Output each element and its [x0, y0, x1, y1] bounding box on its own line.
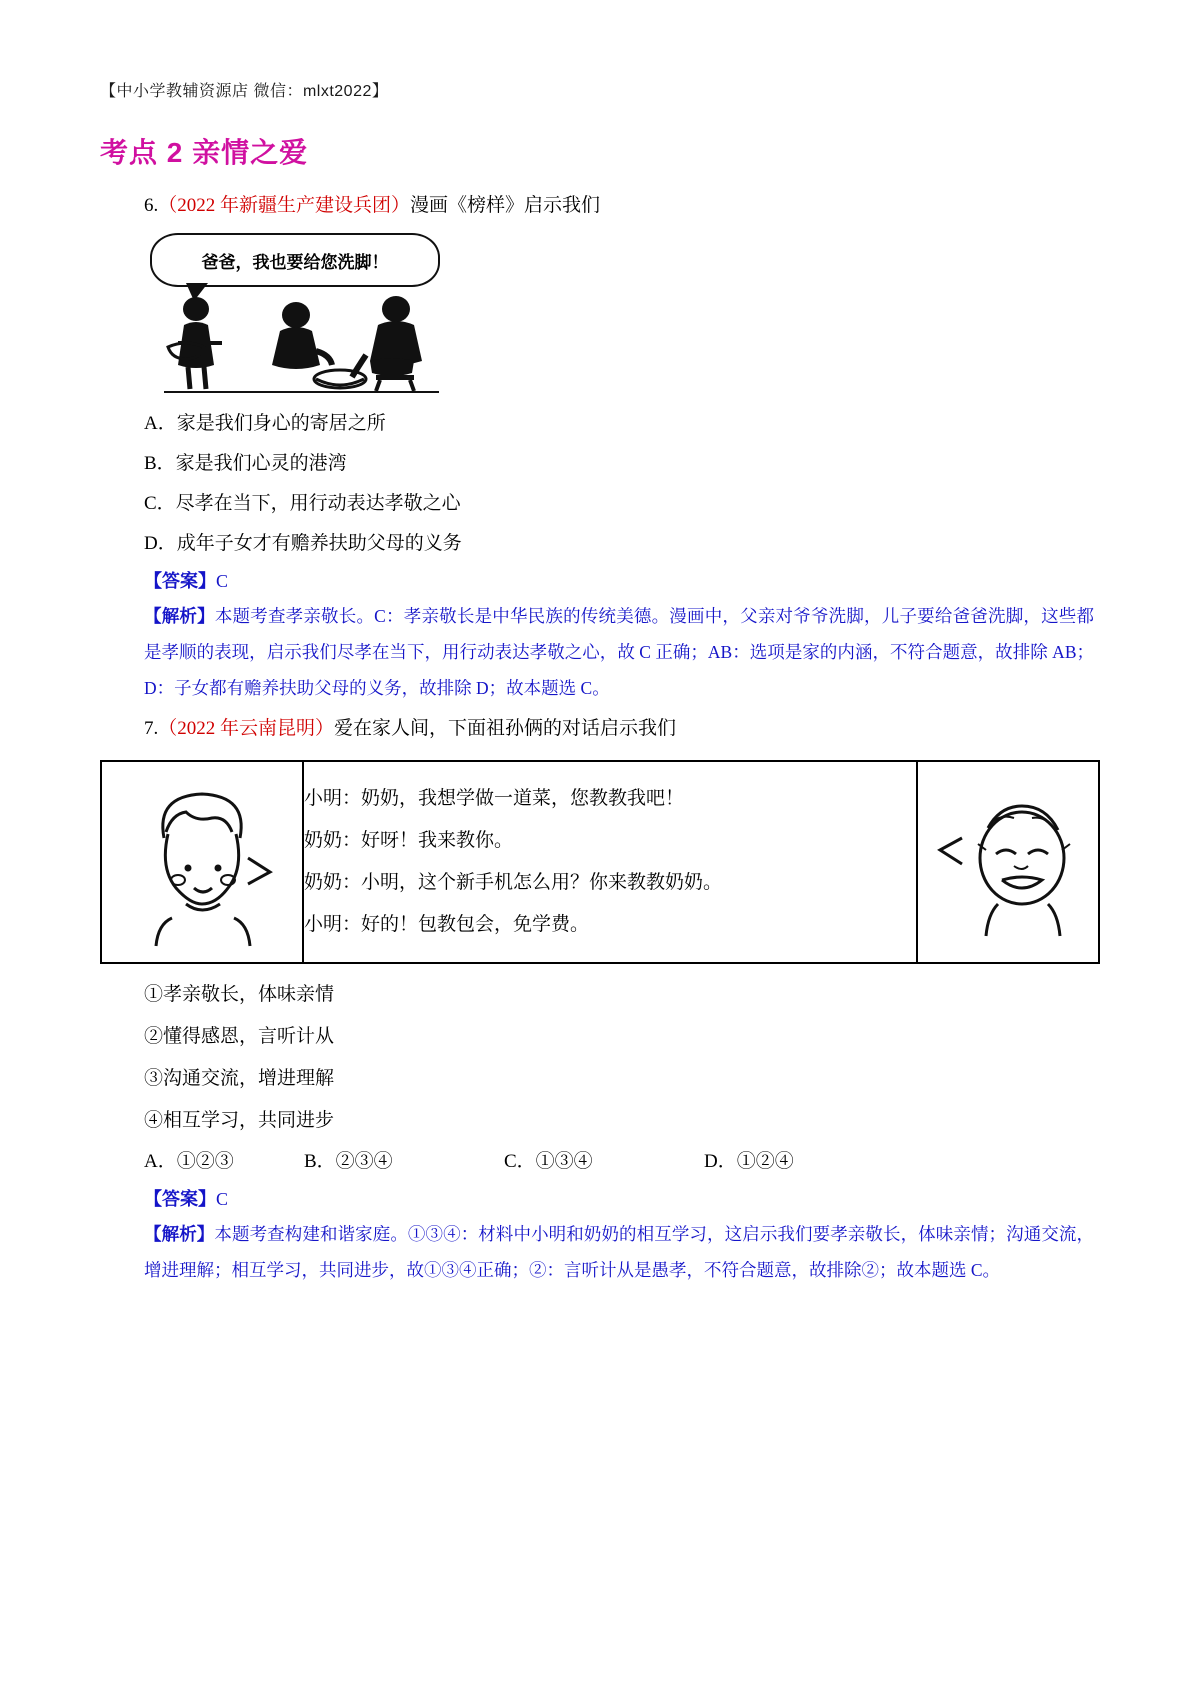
question-7-answer-label: 【答案】 — [144, 1189, 216, 1209]
granny-illustration-cell — [917, 761, 1099, 963]
comic-ground-line — [164, 391, 439, 393]
question-7-choices — [144, 1142, 1100, 1182]
question-6-answer-label: 【答案】 — [144, 571, 216, 591]
question-7-choice-d: D．①②④ — [704, 1151, 794, 1172]
question-6-option-a: A．家是我们身心的寄居之所 — [144, 413, 386, 434]
question-6-comic — [144, 233, 464, 398]
question-6-source: （2022 年新疆生产建设兵团） — [158, 195, 411, 216]
question-6-option-d: D．成年子女才有赡养扶助父母的义务 — [144, 533, 462, 554]
question-7-source: （2022 年云南昆明） — [158, 718, 335, 739]
question-6-answer — [144, 564, 1100, 598]
dialogue-line-3: 奶奶：小明，这个新手机怎么用？你来教教奶奶。 — [304, 872, 723, 893]
question-6-analysis — [144, 598, 1094, 706]
dialogue-line-2: 奶奶：好呀！我来教你。 — [304, 830, 514, 851]
question-7-stem: 爱在家人间，下面祖孙俩的对话启示我们 — [334, 718, 677, 739]
question-7-answer-value: C — [216, 1189, 229, 1209]
question-7-statement-4: ④相互学习，共同进步 — [144, 1110, 335, 1131]
question-7-analysis-label: 【解析】 — [144, 1224, 215, 1244]
question-6-option-c: C．尽孝在当下，用行动表达孝敬之心 — [144, 493, 461, 514]
question-6-answer-value: C — [216, 571, 229, 591]
question-7-choice-a: A．①②③ — [144, 1151, 234, 1172]
question-7-choice-b: B．②③④ — [304, 1151, 393, 1172]
page-title: 考点 2 亲情之爱 — [100, 137, 309, 168]
dialogue-line-4: 小明：好的！包教包会，免学费。 — [304, 914, 590, 935]
boy-face-icon — [122, 772, 282, 952]
question-7-statement-1: ①孝亲敬长，体味亲情 — [144, 984, 335, 1005]
question-7-analysis — [144, 1216, 1094, 1288]
question-6-number: 6. — [144, 195, 159, 216]
dialogue-line-1: 小明：奶奶，我想学做一道菜，您教教我吧！ — [304, 788, 685, 809]
question-6-option-b: B．家是我们心灵的港湾 — [144, 453, 347, 474]
boy-illustration-cell — [101, 761, 303, 963]
watermark-text: 【中小学教辅资源店 微信：mlxt2022】 — [100, 83, 389, 100]
granny-face-icon — [928, 772, 1088, 952]
table-row — [101, 761, 1099, 963]
question-7-choice-c: C．①③④ — [504, 1151, 593, 1172]
question-6-analysis-label: 【解析】 — [144, 606, 215, 626]
question-7-dialogue-table — [100, 760, 1100, 964]
question-6-analysis-text: 本题考查孝亲敬长。C：孝亲敬长是中华民族的传统美德。漫画中，父亲对爷爷洗脚，儿子要给爸爸洗脚，这些都是孝顺的表现，启示我们尽孝在当下，用行动表达孝敬之心，故 C 正确；AB：选项是家的内涵，不符合题意，故排除 AB；D：子女都有赡养扶助父母的义务，故排除 D；故本题选 C。 — [144, 606, 1095, 698]
question-7-analysis-text: 本题考查构建和谐家庭。①③④：材料中小明和奶奶的相互学习，这启示我们要孝亲敬长，体味亲情；沟通交流，增进理解；相互学习，共同进步，故①③④正确；②：言听计从是愚孝，不符合题意，故排除②；故本题选 C。 — [144, 1224, 1095, 1280]
question-7-statement-3: ③沟通交流，增进理解 — [144, 1068, 335, 1089]
comic-figures-svg — [144, 295, 464, 395]
comic-figures — [144, 295, 464, 395]
question-7-stem-line — [144, 712, 1100, 746]
question-6-stem: 漫画《榜样》启示我们 — [410, 195, 601, 216]
comic-speech-bubble: 爸爸，我也要给您洗脚！ — [150, 233, 440, 287]
question-7-statement-2: ②懂得感恩，言听计从 — [144, 1026, 335, 1047]
question-7-number: 7. — [144, 718, 159, 739]
question-7-answer — [144, 1182, 1100, 1216]
question-6-stem-line — [144, 189, 1100, 223]
dialogue-cell — [303, 761, 917, 963]
